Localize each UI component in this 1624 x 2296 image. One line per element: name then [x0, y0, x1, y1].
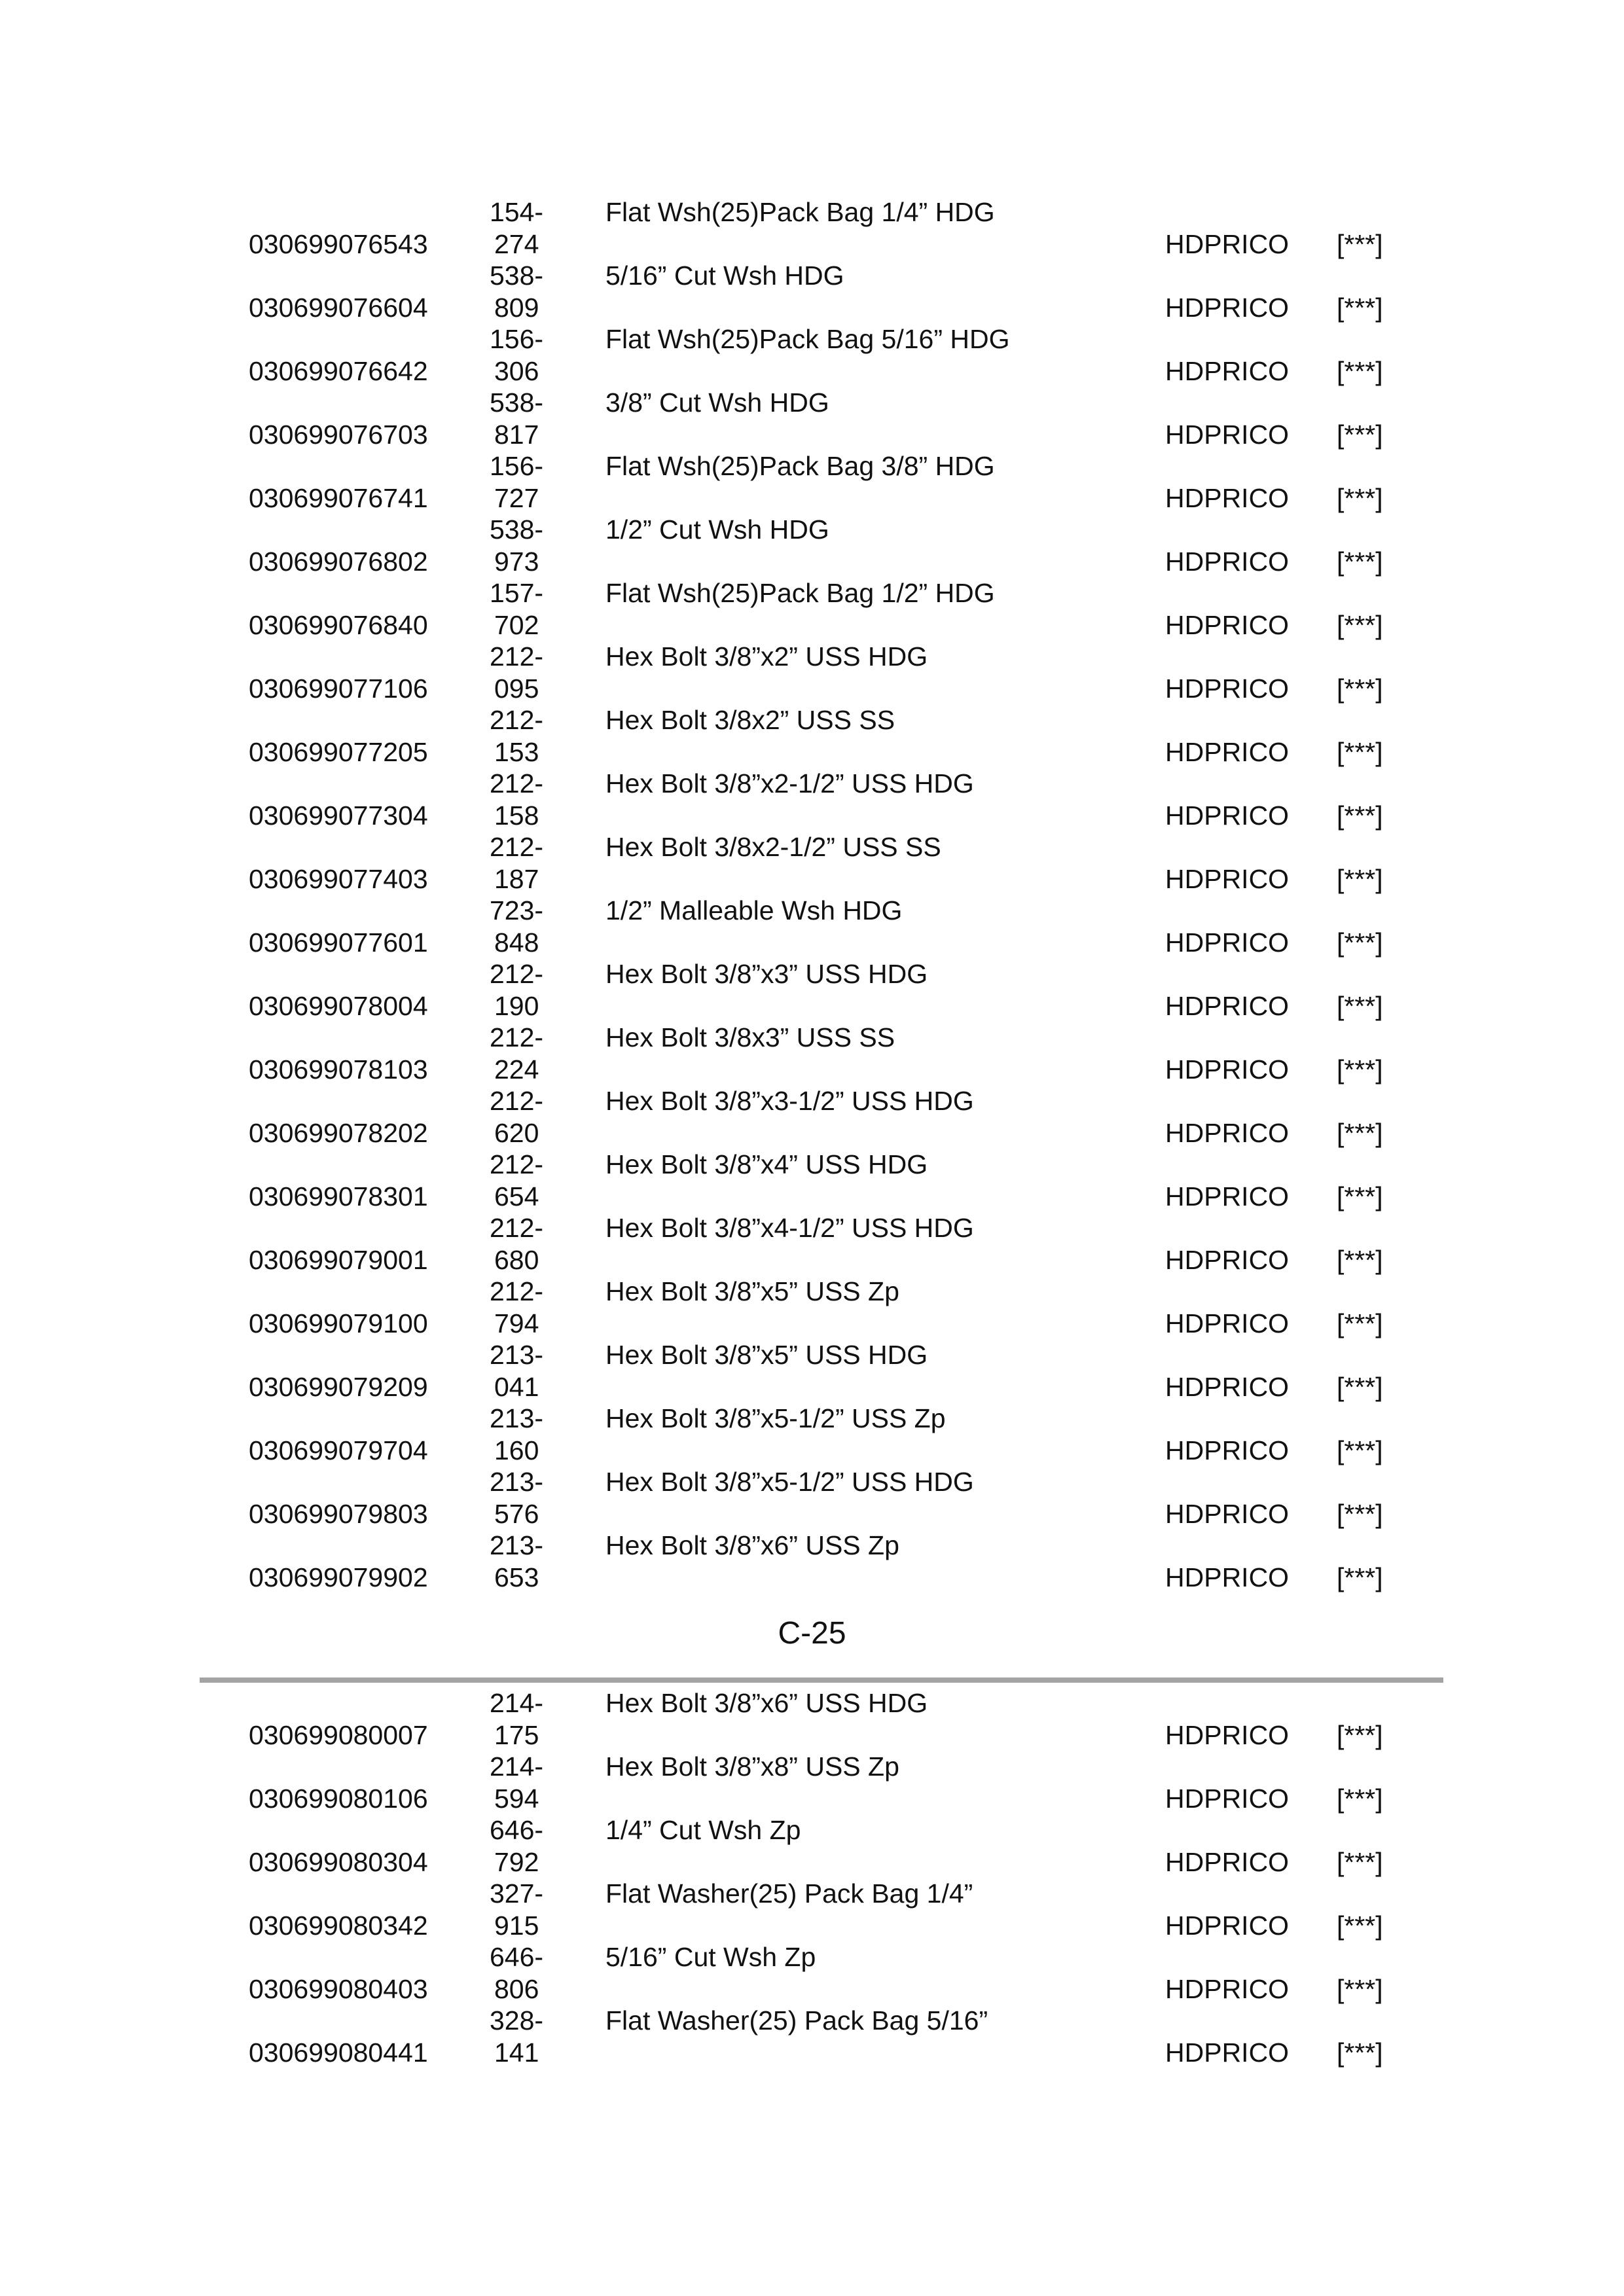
table-row	[0, 1339, 1624, 1403]
item-description: Flat Wsh(25)Pack Bag 5/16” HDG	[605, 324, 1010, 354]
sku-prefix: 538-	[490, 260, 544, 291]
price-redacted: [***]	[1337, 1372, 1383, 1402]
sku-prefix: 212-	[490, 1086, 544, 1116]
table-row	[0, 895, 1624, 958]
upc-code: 030699076543	[249, 229, 428, 259]
vendor-code: HDPRICO	[1165, 2037, 1290, 2068]
sku-suffix: 653	[494, 1562, 539, 1592]
sku-suffix: 160	[494, 1435, 539, 1465]
item-description: Flat Wsh(25)Pack Bag 1/2” HDG	[605, 578, 995, 608]
sku-suffix: 576	[494, 1499, 539, 1529]
upc-code: 030699077403	[249, 864, 428, 894]
sku-prefix: 213-	[490, 1340, 544, 1370]
price-list-section-bottom	[0, 1687, 1624, 2068]
sku-prefix: 212-	[490, 768, 544, 798]
sku-prefix: 213-	[490, 1467, 544, 1497]
upc-code: 030699080304	[249, 1847, 428, 1877]
item-description: Hex Bolt 3/8”x6” USS Zp	[605, 1530, 899, 1560]
vendor-code: HDPRICO	[1165, 547, 1290, 577]
table-row	[0, 1403, 1624, 1466]
vendor-code: HDPRICO	[1165, 1245, 1290, 1275]
upc-code: 030699076642	[249, 356, 428, 386]
upc-code: 030699076703	[249, 420, 428, 450]
sku-prefix: 212-	[490, 1149, 544, 1179]
sku-prefix: 214-	[490, 1751, 544, 1782]
sku-prefix: 214-	[490, 1688, 544, 1718]
sku-prefix: 154-	[490, 197, 544, 227]
sku-prefix: 157-	[490, 578, 544, 608]
price-list-section-top	[0, 196, 1624, 1593]
table-row	[0, 831, 1624, 895]
sku-suffix: 654	[494, 1181, 539, 1211]
table-row	[0, 2005, 1624, 2068]
upc-code: 030699076840	[249, 610, 428, 640]
sku-prefix: 212-	[490, 959, 544, 989]
price-redacted: [***]	[1337, 1910, 1383, 1941]
table-row	[0, 1530, 1624, 1593]
sku-suffix: 175	[494, 1720, 539, 1750]
item-description: Flat Wsh(25)Pack Bag 1/4” HDG	[605, 197, 995, 227]
vendor-code: HDPRICO	[1165, 1784, 1290, 1814]
price-redacted: [***]	[1337, 1562, 1383, 1592]
page-number: C-25	[778, 1616, 846, 1651]
sku-prefix: 213-	[490, 1530, 544, 1560]
upc-code: 030699079704	[249, 1435, 428, 1465]
price-redacted: [***]	[1337, 356, 1383, 386]
table-row	[0, 704, 1624, 768]
item-description: 1/4” Cut Wsh Zp	[605, 1815, 801, 1845]
vendor-code: HDPRICO	[1165, 1308, 1290, 1338]
vendor-code: HDPRICO	[1165, 800, 1290, 831]
price-redacted: [***]	[1337, 800, 1383, 831]
table-row	[0, 196, 1624, 260]
item-description: Hex Bolt 3/8”x8” USS Zp	[605, 1751, 899, 1782]
price-redacted: [***]	[1337, 1784, 1383, 1814]
sku-suffix: 224	[494, 1054, 539, 1085]
sku-prefix: 156-	[490, 451, 544, 481]
table-row	[0, 1878, 1624, 1941]
sku-prefix: 156-	[490, 324, 544, 354]
vendor-code: HDPRICO	[1165, 610, 1290, 640]
item-description: Hex Bolt 3/8x2” USS SS	[605, 705, 895, 735]
vendor-code: HDPRICO	[1165, 864, 1290, 894]
upc-code: 030699079803	[249, 1499, 428, 1529]
price-redacted: [***]	[1337, 927, 1383, 958]
item-description: 1/2” Malleable Wsh HDG	[605, 895, 903, 925]
sku-prefix: 327-	[490, 1878, 544, 1909]
sku-prefix: 212-	[490, 705, 544, 735]
item-description: 5/16” Cut Wsh HDG	[605, 260, 844, 291]
vendor-code: HDPRICO	[1165, 293, 1290, 323]
item-description: Flat Washer(25) Pack Bag 1/4”	[605, 1878, 973, 1909]
price-redacted: [***]	[1337, 1054, 1383, 1085]
vendor-code: HDPRICO	[1165, 1054, 1290, 1085]
item-description: Hex Bolt 3/8”x2-1/2” USS HDG	[605, 768, 974, 798]
table-row	[0, 1022, 1624, 1085]
price-redacted: [***]	[1337, 1308, 1383, 1338]
price-redacted: [***]	[1337, 1245, 1383, 1275]
table-row	[0, 260, 1624, 323]
table-row	[0, 1149, 1624, 1212]
price-redacted: [***]	[1337, 673, 1383, 704]
upc-code: 030699079001	[249, 1245, 428, 1275]
table-row	[0, 1085, 1624, 1149]
upc-code: 030699080106	[249, 1784, 428, 1814]
item-description: Hex Bolt 3/8x2-1/2” USS SS	[605, 832, 941, 862]
upc-code: 030699079100	[249, 1308, 428, 1338]
price-redacted: [***]	[1337, 420, 1383, 450]
vendor-code: HDPRICO	[1165, 673, 1290, 704]
sku-suffix: 153	[494, 737, 539, 767]
table-row	[0, 387, 1624, 450]
upc-code: 030699077205	[249, 737, 428, 767]
sku-suffix: 306	[494, 356, 539, 386]
vendor-code: HDPRICO	[1165, 1562, 1290, 1592]
vendor-code: HDPRICO	[1165, 1499, 1290, 1529]
item-description: 5/16” Cut Wsh Zp	[605, 1942, 816, 1972]
item-description: Hex Bolt 3/8”x5-1/2” USS Zp	[605, 1403, 946, 1433]
vendor-code: HDPRICO	[1165, 991, 1290, 1021]
item-description: Hex Bolt 3/8”x5-1/2” USS HDG	[605, 1467, 974, 1497]
sku-suffix: 973	[494, 547, 539, 577]
price-redacted: [***]	[1337, 737, 1383, 767]
table-row	[0, 577, 1624, 641]
item-description: Hex Bolt 3/8”x3-1/2” USS HDG	[605, 1086, 974, 1116]
sku-prefix: 213-	[490, 1403, 544, 1433]
upc-code: 030699076741	[249, 483, 428, 513]
vendor-code: HDPRICO	[1165, 1910, 1290, 1941]
item-description: Hex Bolt 3/8”x5” USS HDG	[605, 1340, 928, 1370]
table-row	[0, 1941, 1624, 2005]
price-redacted: [***]	[1337, 2037, 1383, 2068]
item-description: Hex Bolt 3/8”x4” USS HDG	[605, 1149, 928, 1179]
sku-suffix: 141	[494, 2037, 539, 2068]
item-description: Hex Bolt 3/8x3” USS SS	[605, 1022, 895, 1052]
sku-prefix: 538-	[490, 387, 544, 418]
vendor-code: HDPRICO	[1165, 229, 1290, 259]
sku-suffix: 274	[494, 229, 539, 259]
sku-prefix: 646-	[490, 1942, 544, 1972]
sku-suffix: 095	[494, 673, 539, 704]
item-description: 3/8” Cut Wsh HDG	[605, 387, 829, 418]
item-description: Flat Wsh(25)Pack Bag 3/8” HDG	[605, 451, 995, 481]
sku-suffix: 727	[494, 483, 539, 513]
upc-code: 030699080441	[249, 2037, 428, 2068]
item-description: Hex Bolt 3/8”x2” USS HDG	[605, 641, 928, 672]
table-row	[0, 1212, 1624, 1276]
upc-code: 030699077106	[249, 673, 428, 704]
upc-code: 030699077304	[249, 800, 428, 831]
item-description: 1/2” Cut Wsh HDG	[605, 514, 829, 545]
sku-prefix: 212-	[490, 832, 544, 862]
table-row	[0, 641, 1624, 704]
sku-suffix: 158	[494, 800, 539, 831]
sku-suffix: 620	[494, 1118, 539, 1148]
sku-suffix: 190	[494, 991, 539, 1021]
sku-suffix: 915	[494, 1910, 539, 1941]
vendor-code: HDPRICO	[1165, 1372, 1290, 1402]
sku-prefix: 212-	[490, 641, 544, 672]
vendor-code: HDPRICO	[1165, 1974, 1290, 2004]
item-description: Hex Bolt 3/8”x5” USS Zp	[605, 1276, 899, 1306]
upc-code: 030699076802	[249, 547, 428, 577]
vendor-code: HDPRICO	[1165, 737, 1290, 767]
vendor-code: HDPRICO	[1165, 1118, 1290, 1148]
table-row	[0, 1814, 1624, 1878]
vendor-code: HDPRICO	[1165, 420, 1290, 450]
sku-prefix: 723-	[490, 895, 544, 925]
price-redacted: [***]	[1337, 1499, 1383, 1529]
upc-code: 030699078004	[249, 991, 428, 1021]
item-description: Flat Washer(25) Pack Bag 5/16”	[605, 2005, 988, 2036]
upc-code: 030699079902	[249, 1562, 428, 1592]
table-row	[0, 514, 1624, 577]
sku-suffix: 792	[494, 1847, 539, 1877]
price-redacted: [***]	[1337, 1974, 1383, 2004]
price-redacted: [***]	[1337, 229, 1383, 259]
table-row	[0, 450, 1624, 514]
upc-code: 030699080342	[249, 1910, 428, 1941]
sku-suffix: 187	[494, 864, 539, 894]
price-redacted: [***]	[1337, 1118, 1383, 1148]
upc-code: 030699077601	[249, 927, 428, 958]
price-redacted: [***]	[1337, 864, 1383, 894]
table-row	[0, 1687, 1624, 1751]
table-row	[0, 323, 1624, 387]
sku-suffix: 702	[494, 610, 539, 640]
sku-prefix: 328-	[490, 2005, 544, 2036]
item-description: Hex Bolt 3/8”x6” USS HDG	[605, 1688, 928, 1718]
page-divider	[200, 1677, 1443, 1683]
price-redacted: [***]	[1337, 1181, 1383, 1211]
vendor-code: HDPRICO	[1165, 1181, 1290, 1211]
upc-code: 030699080007	[249, 1720, 428, 1750]
price-redacted: [***]	[1337, 991, 1383, 1021]
price-redacted: [***]	[1337, 1720, 1383, 1750]
price-redacted: [***]	[1337, 1847, 1383, 1877]
table-row	[0, 958, 1624, 1022]
vendor-code: HDPRICO	[1165, 1435, 1290, 1465]
table-row	[0, 768, 1624, 831]
price-redacted: [***]	[1337, 293, 1383, 323]
upc-code: 030699076604	[249, 293, 428, 323]
sku-suffix: 848	[494, 927, 539, 958]
sku-suffix: 594	[494, 1784, 539, 1814]
sku-suffix: 680	[494, 1245, 539, 1275]
sku-prefix: 646-	[490, 1815, 544, 1845]
vendor-code: HDPRICO	[1165, 1847, 1290, 1877]
price-redacted: [***]	[1337, 1435, 1383, 1465]
sku-suffix: 794	[494, 1308, 539, 1338]
vendor-code: HDPRICO	[1165, 1720, 1290, 1750]
price-redacted: [***]	[1337, 483, 1383, 513]
upc-code: 030699080403	[249, 1974, 428, 2004]
upc-code: 030699079209	[249, 1372, 428, 1402]
sku-prefix: 212-	[490, 1213, 544, 1243]
upc-code: 030699078103	[249, 1054, 428, 1085]
vendor-code: HDPRICO	[1165, 356, 1290, 386]
sku-prefix: 212-	[490, 1276, 544, 1306]
item-description: Hex Bolt 3/8”x4-1/2” USS HDG	[605, 1213, 974, 1243]
upc-code: 030699078202	[249, 1118, 428, 1148]
sku-suffix: 806	[494, 1974, 539, 2004]
sku-suffix: 809	[494, 293, 539, 323]
table-row	[0, 1466, 1624, 1530]
vendor-code: HDPRICO	[1165, 927, 1290, 958]
table-row	[0, 1276, 1624, 1339]
price-redacted: [***]	[1337, 547, 1383, 577]
sku-suffix: 817	[494, 420, 539, 450]
upc-code: 030699078301	[249, 1181, 428, 1211]
sku-prefix: 538-	[490, 514, 544, 545]
sku-prefix: 212-	[490, 1022, 544, 1052]
sku-suffix: 041	[494, 1372, 539, 1402]
price-redacted: [***]	[1337, 610, 1383, 640]
vendor-code: HDPRICO	[1165, 483, 1290, 513]
table-row	[0, 1751, 1624, 1814]
item-description: Hex Bolt 3/8”x3” USS HDG	[605, 959, 928, 989]
